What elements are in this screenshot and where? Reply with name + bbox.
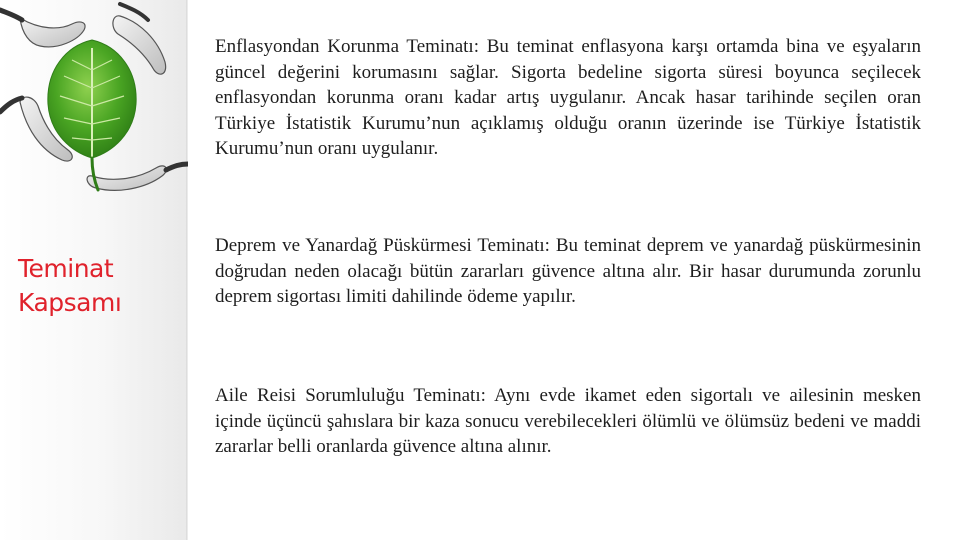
section-title — [18, 252, 158, 320]
paragraph-inflation-protection: Enflasyondan Korunma Teminatı: Bu teminat enflasyona karşı ortamda bina ve eşyaların güncel değerini korumasını sağlar. Sigorta bedeline sigorta süresi boyunca seçilecek enflasyondan korunma oranı kadar artış uygulanır. Ancak hasar tarihinde seçilen oran Türkiye İstatistik Kurumu’nun açıklamış olduğu oranın üzerinde ise Türkiye İstatistik Kurumu’nun oranı uygulanır. — [215, 36, 921, 159]
paragraph-earthquake-volcano: Deprem ve Yanardağ Püskürmesi Teminatı: Bu teminat deprem ve yanardağ püskürmesinin doğrudan neden olacağı bütün zararları güvence altına alır. Bir hasar durumunda zorunlu deprem sigortası limiti dahilinde ödeme yapılır. — [215, 235, 921, 307]
hand-upper-left — [20, 18, 85, 47]
section-title-line2: Kapsamı — [18, 288, 122, 317]
hand-lower-right — [87, 166, 166, 190]
hands-protecting-leaf-icon — [0, 0, 188, 200]
section-title-line1: Teminat — [18, 254, 114, 283]
paragraph-family-liability: Aile Reisi Sorumluluğu Teminatı: Aynı evde ikamet eden sigortalı ve ailesinin mesken içinde üçüncü şahıslara bir kaza sonucu verebilecekleri ölümlü ve ölümsüz bedeni ve maddi zararlar belli oranlarda güvence altına alınır. — [215, 385, 921, 457]
